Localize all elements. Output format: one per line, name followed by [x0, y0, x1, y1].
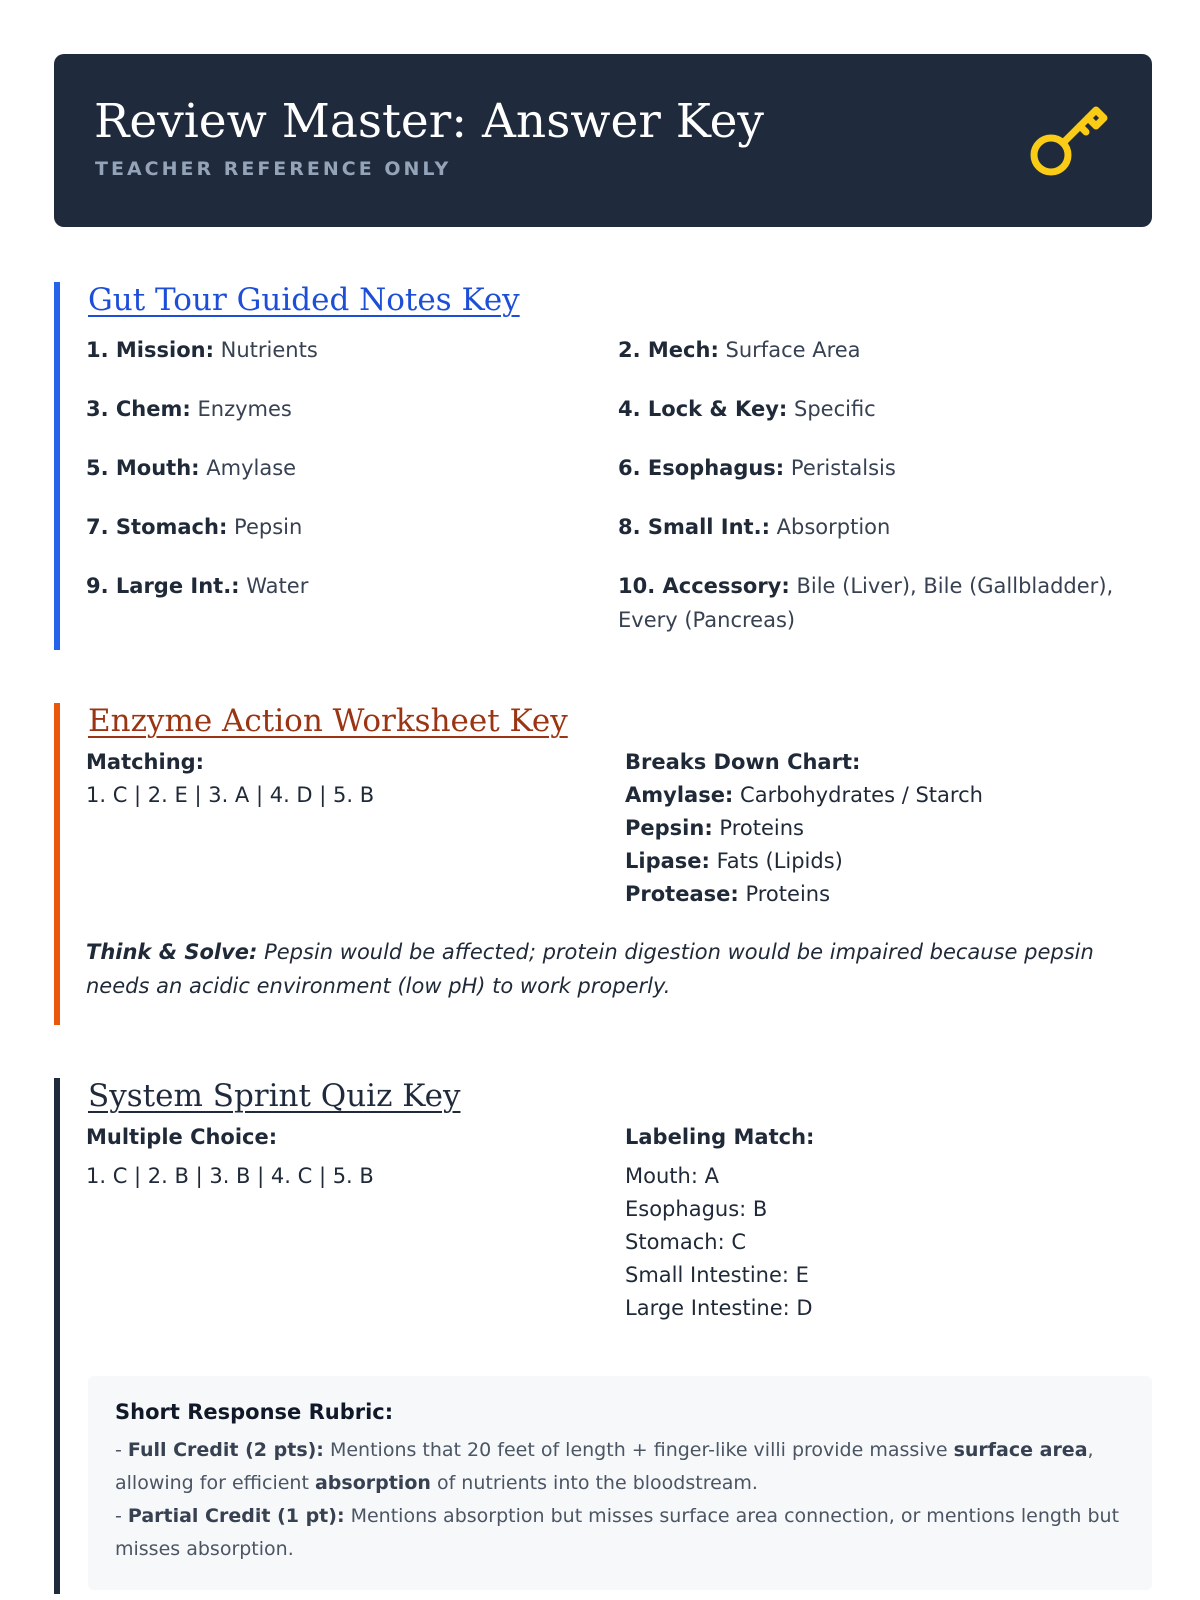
page-title: Review Master: Answer Key: [94, 94, 764, 149]
labeling-row: Stomach: C: [625, 1230, 747, 1254]
notes-item: 3. Chem: Enzymes: [86, 397, 292, 421]
notes-item: 1. Mission: Nutrients: [86, 338, 318, 362]
chart-row: Protease: Proteins: [625, 882, 831, 906]
think-and-solve: Think & Solve: Pepsin would be affected; protein digestion would be impaired because pepsin needs an acidic environment (low pH) to work properly.: [86, 940, 1094, 998]
notes-item: 2. Mech: Surface Area: [618, 338, 861, 362]
labeling-row: Large Intestine: D: [625, 1296, 813, 1320]
guided-notes-title: Gut Tour Guided Notes Key: [88, 282, 520, 318]
notes-item: 5. Mouth: Amylase: [86, 456, 297, 480]
rubric-heading: Short Response Rubric:: [115, 1400, 394, 1424]
header-banner: [54, 54, 1152, 227]
chart-row: Lipase: Fats (Lipids): [625, 849, 843, 873]
notes-item: 7. Stomach: Pepsin: [86, 515, 303, 539]
page-subtitle: TEACHER REFERENCE ONLY: [95, 158, 452, 180]
labeling-row: Esophagus: B: [625, 1197, 768, 1221]
notes-item: 8. Small Int.: Absorption: [618, 515, 891, 539]
labeling-heading: Labeling Match:: [625, 1125, 815, 1149]
key-icon: [1024, 98, 1114, 188]
matching-answers: 1. C | 2. E | 3. A | 4. D | 5. B: [86, 783, 375, 807]
mc-heading: Multiple Choice:: [86, 1125, 278, 1149]
notes-item: 4. Lock & Key: Specific: [618, 397, 876, 421]
rubric-box: [88, 1376, 1152, 1590]
enzyme-worksheet-title: Enzyme Action Worksheet Key: [88, 703, 568, 739]
chart-row: Amylase: Carbohydrates / Starch: [625, 783, 983, 807]
quiz-title: System Sprint Quiz Key: [88, 1078, 461, 1114]
matching-heading: Matching:: [86, 750, 205, 774]
chart-row: Pepsin: Proteins: [625, 816, 804, 840]
mc-answers: 1. C | 2. B | 3. B | 4. C | 5. B: [86, 1164, 374, 1188]
notes-item: 6. Esophagus: Peristalsis: [618, 456, 896, 480]
labeling-row: Small Intestine: E: [625, 1263, 809, 1287]
labeling-row: Mouth: A: [625, 1164, 719, 1188]
chart-heading: Breaks Down Chart:: [625, 750, 861, 774]
notes-item: 10. Accessory: Bile (Liver), Bile (Gallbladder), Every (Pancreas): [618, 574, 1114, 632]
notes-item: 9. Large Int.: Water: [86, 574, 309, 598]
rubric-text: - Full Credit (2 pts): Mentions that 20 feet of length + finger-like villi provide massive surface area, allowing for efficient absorption of nutrients into the bloodstream. - Partial Credit (1 pt): Mentions absorption but misses surface area connection, or mentions length but misses absorption.: [115, 1439, 1120, 1560]
